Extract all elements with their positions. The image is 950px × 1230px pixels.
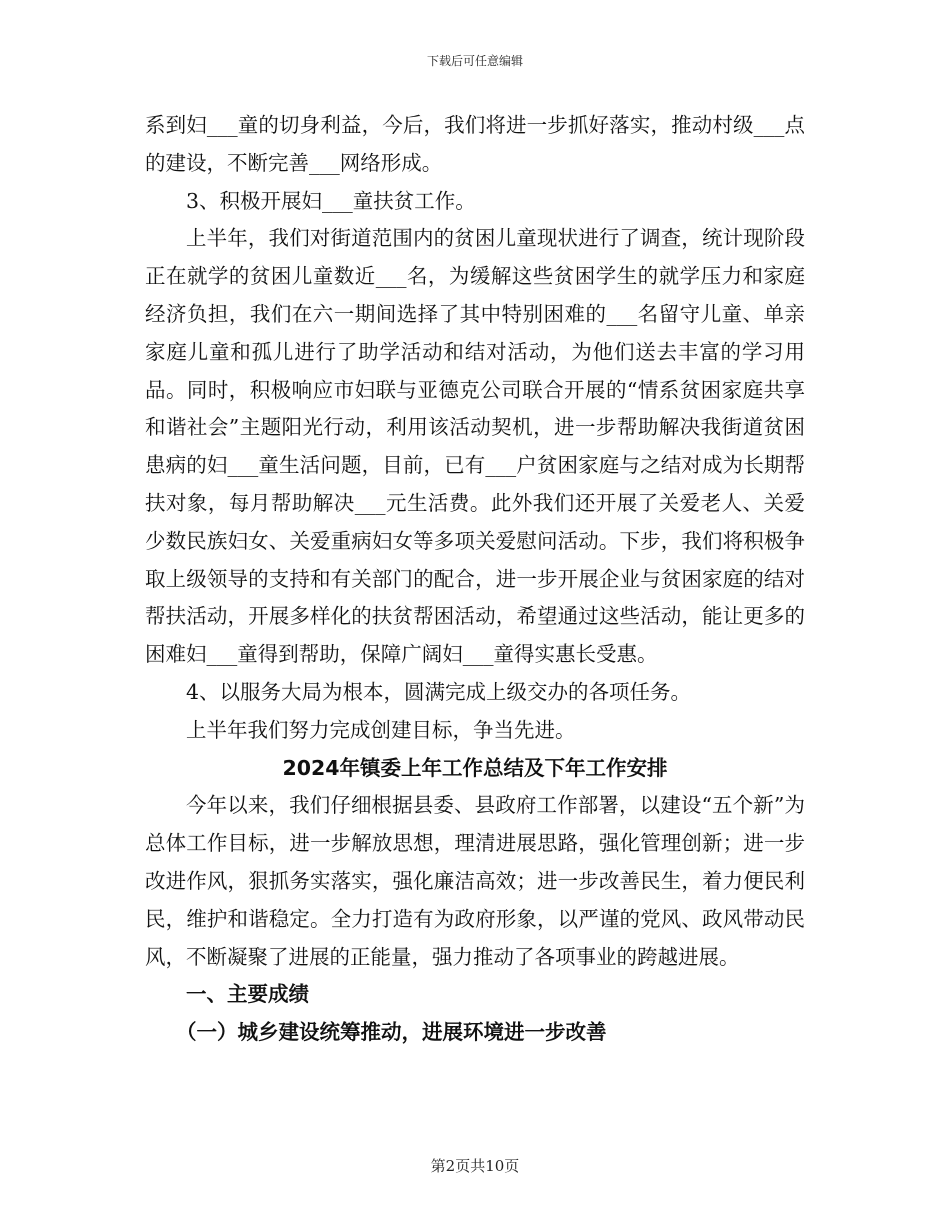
section-heading: 一、主要成绩 [186, 982, 309, 1007]
document-title: 2024年镇委上年工作总结及下年工作安排 [282, 755, 668, 780]
paragraph-continuation: 系到妇___童的切身利益，今后，我们将进一步抓好落实，推动村级___点的建设，不断完善___网络形成。 [145, 113, 805, 175]
document-body [145, 107, 805, 1052]
goal-paragraph: 上半年我们努力完成创建目标，争当先进。 [186, 717, 576, 742]
item-3-heading: 3、积极开展妇___童扶贫工作。 [186, 188, 476, 213]
intro-paragraph: 今年以来，我们仔细根据县委、县政府工作部署，以建设“五个新”为总体工作目标，进一步解放思想，理清进展思路，强化管理创新；进一步改进作风，狠抓务实落实，强化廉洁高效；进一步改善民生，着力便民利民，维护和谐稳定。全力打造有为政府形象，以严谨的党风、政风带动民风，不断凝聚了进展的正能量，强力推动了各项事业的跨越进展。 [145, 793, 805, 969]
page-footer: 第2页共10页 [430, 1157, 520, 1175]
poverty-relief-paragraph: 上半年，我们对街道范围内的贫困儿童现状进行了调查，统计现阶段正在就学的贫困儿童数近___名，为缓解这些贫困学生的就学压力和家庭经济负担，我们在六一期间选择了其中特别困难的___名留守儿童、单亲家庭儿童和孤儿进行了助学活动和结对活动，为他们送去丰富的学习用品。同时，积极响应市妇联与亚德克公司联合开展的“情系贫困家庭共享和谐社会”主题阳光行动，利用该活动契机，进一步帮助解决我街道贫困患病的妇___童生活问题，目前，已有___户贫困家庭与之结对成为长期帮扶对象，每月帮助解决___元生活费。此外我们还开展了关爱老人、关爱少数民族妇女、关爱重病妇女等多项关爱慰问活动。下步，我们将积极争取上级领导的支持和有关部门的配合，进一步开展企业与贫困家庭的结对帮扶活动，开展多样化的扶贫帮困活动，希望通过这些活动，能让更多的困难妇___童得到帮助，保障广阔妇___童得实惠长受惠。 [145, 226, 805, 667]
subsection-heading: （一）城乡建设统筹推动，进展环境进一步改善 [176, 1020, 607, 1045]
item-4-heading: 4、以服务大局为根本，圆满完成上级交办的各项任务。 [186, 679, 692, 704]
page-header: 下载后可任意编辑 [426, 54, 523, 68]
